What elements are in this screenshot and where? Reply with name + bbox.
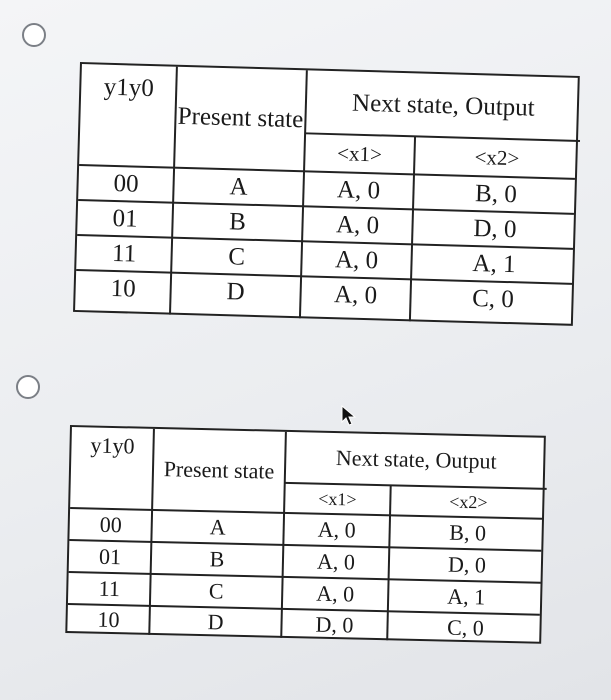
present-state-cell: D <box>226 278 246 306</box>
present-state-cell: A <box>229 173 248 201</box>
x2-cell: B, 0 <box>449 519 487 546</box>
y-cell: 01 <box>98 543 122 570</box>
x1-header: <x1> <box>318 488 357 510</box>
x2-cell: D, 0 <box>447 551 487 578</box>
present-state-cell: D <box>207 609 224 635</box>
mouse-pointer-icon <box>341 405 357 427</box>
x2-cell: B, 0 <box>474 180 518 209</box>
y-cell: 10 <box>110 274 137 303</box>
present-state-cell: C <box>208 578 224 604</box>
answer-option-1-radio[interactable] <box>22 23 46 47</box>
present-state-header: Present state <box>163 455 275 484</box>
y-cell: 00 <box>99 511 123 538</box>
x1-header: <x1> <box>336 140 383 166</box>
y-cell: 00 <box>113 169 139 198</box>
present-state-cell: A <box>209 514 226 540</box>
x1-cell: A, 0 <box>316 548 356 575</box>
y-cell: 11 <box>98 575 121 602</box>
x1-cell: A, 0 <box>336 176 381 205</box>
present-state-cell: B <box>228 208 247 236</box>
y-cell: 01 <box>112 204 139 233</box>
present-state-cell: C <box>227 243 246 271</box>
answer-option-2-radio[interactable] <box>16 375 40 399</box>
y-cell: 10 <box>97 606 120 633</box>
y-header: y1y0 <box>90 432 135 459</box>
present-state-cell: B <box>209 546 225 572</box>
x1-cell: A, 0 <box>335 211 380 240</box>
next-state-output-header: Next state, Output <box>351 89 536 122</box>
x2-cell: D, 0 <box>473 215 517 244</box>
x2-cell: A, 1 <box>472 250 516 279</box>
next-state-output-header: Next state, Output <box>335 445 497 474</box>
x2-cell: C, 0 <box>471 285 515 314</box>
x1-cell: A, 0 <box>334 246 379 275</box>
x2-cell: C, 0 <box>446 614 485 641</box>
present-state-header: Present state <box>177 102 304 134</box>
x2-header: <x2> <box>448 491 488 513</box>
x2-header: <x2> <box>474 144 520 170</box>
x1-cell: A, 0 <box>317 516 356 543</box>
x1-cell: A, 0 <box>316 580 355 607</box>
y-cell: 11 <box>111 239 137 268</box>
x2-cell: A, 1 <box>446 583 486 610</box>
x1-cell: D, 0 <box>315 611 354 638</box>
state-table-option-1 <box>73 62 580 326</box>
y-header: y1y0 <box>103 73 155 103</box>
state-table-option-2 <box>65 425 546 644</box>
x1-cell: A, 0 <box>333 281 378 310</box>
